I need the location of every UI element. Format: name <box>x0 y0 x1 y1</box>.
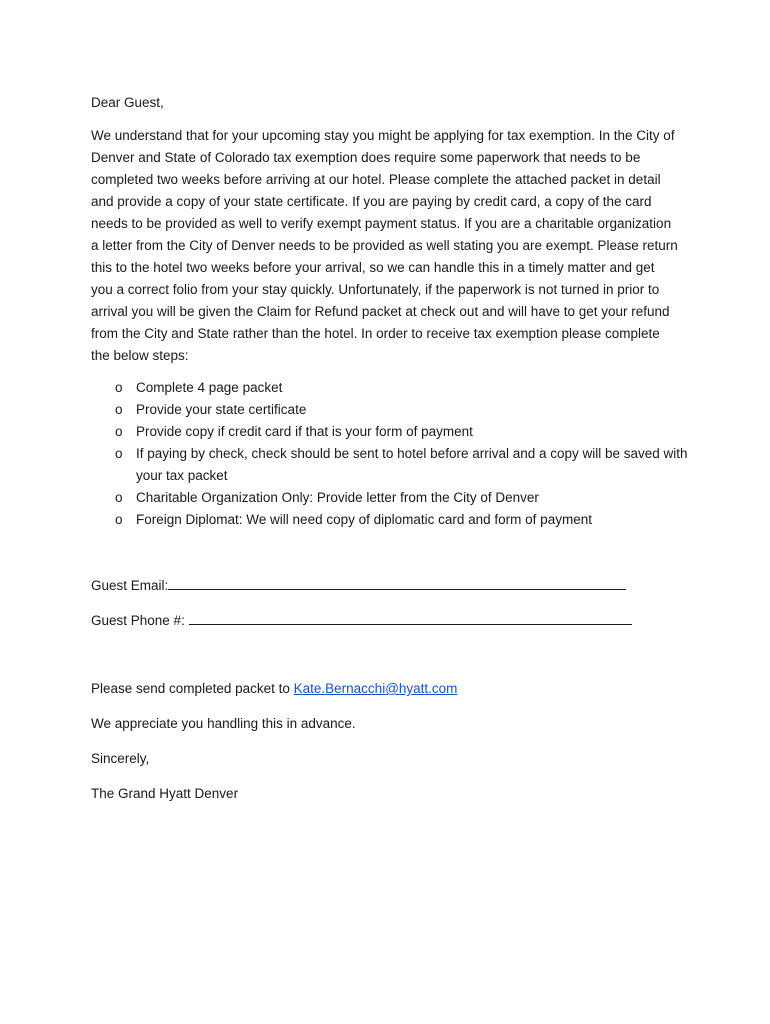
step-text: Provide your state certificate <box>136 402 307 417</box>
step-text: Provide copy if credit card if that is your form of payment <box>136 424 473 439</box>
bullet-icon: o <box>115 402 123 417</box>
bullet-icon: o <box>115 512 123 527</box>
guest-email-field[interactable] <box>168 575 626 590</box>
list-item <box>115 377 696 399</box>
step-text: Foreign Diplomat: We will need copy of diplomatic card and form of payment <box>136 512 592 527</box>
guest-email-row <box>91 575 674 597</box>
bullet-icon: o <box>115 446 123 461</box>
guest-fields <box>91 575 674 632</box>
appreciation-line: We appreciate you handling this in advance. <box>91 716 356 731</box>
bullet-icon: o <box>115 424 123 439</box>
list-item <box>115 399 696 421</box>
closing-section <box>91 678 674 805</box>
list-item <box>115 443 696 487</box>
contact-email-link[interactable]: Kate.Bernacchi@hyatt.com <box>293 681 458 696</box>
list-item <box>115 509 696 531</box>
bullet-icon: o <box>115 380 123 395</box>
send-text: Please send completed packet to <box>91 681 294 696</box>
send-instructions <box>91 678 674 700</box>
step-text: If paying by check, check should be sent to hotel before arrival and a copy will be saved with your tax packet <box>136 446 688 483</box>
list-item <box>115 487 696 509</box>
guest-email-label: Guest Email: <box>91 578 169 593</box>
step-text: Complete 4 page packet <box>136 380 283 395</box>
step-text: Charitable Organization Only: Provide letter from the City of Denver <box>136 490 539 505</box>
guest-phone-field[interactable] <box>189 610 632 625</box>
guest-phone-row <box>91 610 674 632</box>
sincerely-line: Sincerely, <box>91 751 150 766</box>
guest-phone-label: Guest Phone #: <box>91 613 189 628</box>
greeting: Dear Guest, <box>91 95 164 110</box>
steps-list <box>91 377 688 531</box>
bullet-icon: o <box>115 490 123 505</box>
list-item <box>115 421 696 443</box>
signature: The Grand Hyatt Denver <box>91 786 239 801</box>
letter-body: We understand that for your upcoming stay you might be applying for tax exemption. In the City of Denver and State of Colorado tax exemption does require some paperwork that needs to be completed two weeks before arriving at our hotel. Please complete the attached packet in detail and provide a copy of your state certificate. If you are paying by credit card, a copy of the card needs to be provided as well to verify exempt payment status. If you are a charitable organization a letter from the City of Denver needs to be provided as well stating you are exempt. Please return this to the hotel two weeks before your arrival, so we can handle this in a timely matter and get you a correct folio from your stay quickly. Unfortunately, if the paperwork is not turned in prior to arrival you will be given the Claim for Refund packet at check out and will have to get your refund from the City and State rather than the hotel. In order to receive tax exemption please complete the below steps: <box>91 128 678 363</box>
